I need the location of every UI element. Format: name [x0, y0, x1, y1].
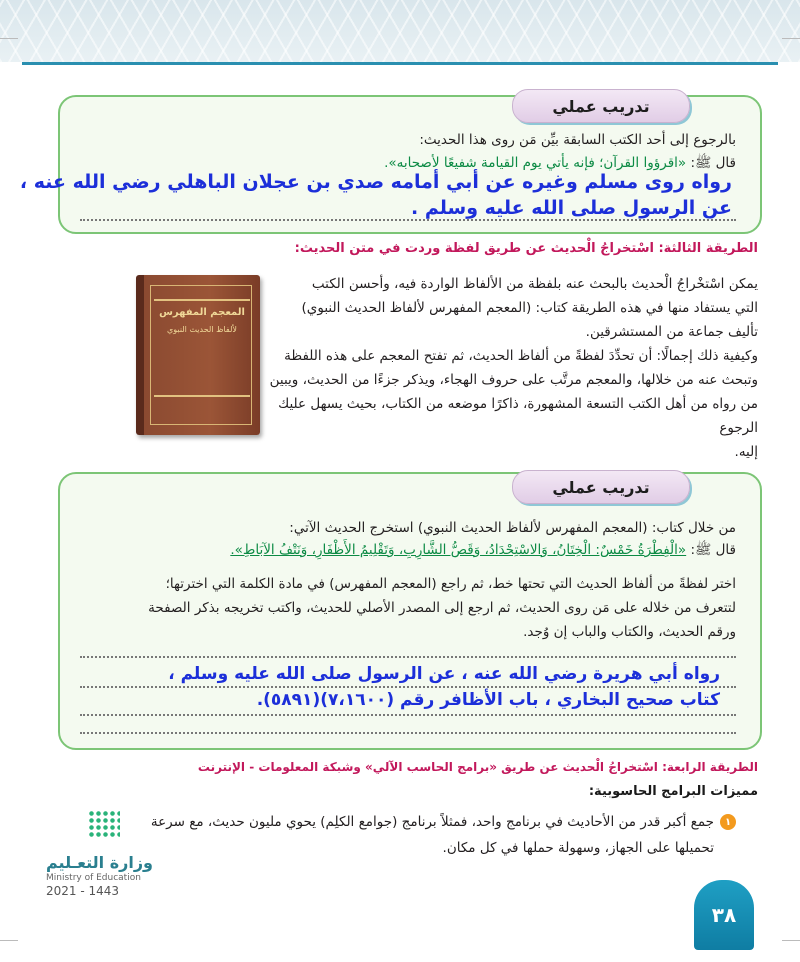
paragraph-line: وتبحث عنه من خلالها، والمعجم مرتَّب على حروف الهجاء، ويذكر جزءًا من الحديث، ويبين — [269, 372, 758, 388]
handwritten-answer-line-2: عن الرسول صلى الله عليه وسلم . — [411, 197, 732, 219]
handwritten-answer-line-2: كتاب صحيح البخاري ، باب الأظافر رقم (٧،١٦٠٠)(٥٨٩١). — [256, 690, 720, 710]
handwritten-answer-line-1: رواه أبي هريرة رضي الله عنه ، عن الرسول صلى الله عليه وسلم ، — [168, 664, 720, 684]
hadith-quote: «الْفِطْرَةُ خَمْسٌ: الْخِتَانُ، وَالاسْتِحْدَادُ، وَقَصُّ الشَّارِبِ، وَتَقْلِيمُ الأَظْفَارِ، وَنَتْفُ الآبَاطِ». — [230, 542, 687, 558]
method-4-subtitle: مميزات البرامج الحاسوبية: — [588, 784, 758, 799]
exercise-title: تدريب عملي — [512, 470, 690, 504]
ministry-name-english: Ministry of Education — [46, 873, 141, 883]
page-number: ٣٨ — [694, 880, 754, 950]
hadith-quote: «اقرؤوا القرآن؛ فإنه يأتي يوم القيامة شفيعًا لأصحابه». — [384, 155, 687, 171]
paragraph-line: وكيفية ذلك إجمالًا: أن تحدِّدَ لفظةً من ألفاظ الحديث، ثم تفتح المعجم على هذه اللفظة — [284, 348, 758, 364]
crop-mark — [0, 940, 18, 941]
feature-item-line: جمع أكبر قدر من الأحاديث في برنامج واحد، فمثلاً برنامج (جوامع الكلِم) يحوي مليون حديث، مع سرعة — [150, 814, 714, 830]
exercise-text: لتتعرف من خلاله على مَن روى الحديث، ثم ارجع إلى المصدر الأصلي للحديث، واكتب تخريجه بذكر الصفحة — [148, 600, 736, 616]
hadith-prefix: قال ﷺ: — [686, 155, 736, 171]
answer-dotted-line — [80, 714, 736, 716]
answer-dotted-line — [80, 732, 736, 734]
exercise-box-2 — [58, 472, 762, 750]
answer-dotted-line — [80, 686, 736, 688]
exercise-title: تدريب عملي — [512, 89, 690, 123]
answer-dotted-line — [80, 219, 736, 221]
book-ornament — [154, 299, 250, 301]
paragraph-line: التي يستفاد منها في هذه الطريقة كتاب: (المعجم المفهرس لألفاظ الحديث النبوي) — [301, 300, 758, 316]
method-3-paragraph-2 — [258, 344, 758, 464]
paragraph-line: إليه. — [734, 444, 758, 460]
exercise-text: اختر لفظةً من ألفاظ الحديث التي تحتها خط، ثم راجع (المعجم المفهرس) في مادة الكلمة التي اخترتها؛ — [165, 576, 736, 592]
exercise-instruction: بالرجوع إلى أحد الكتب السابقة بيِّن مَن روى هذا الحديث: — [419, 132, 736, 148]
hadith-prefix: قال ﷺ: — [686, 542, 736, 558]
method-3-paragraph-1 — [258, 272, 758, 344]
exercise-text: ورقم الحديث، والكتاب والباب إن وُجد. — [523, 624, 736, 640]
handwritten-answer-line-1: رواه روى مسلم وغيره عن أبي أمامه صدي بن عجلان الباهلي رضي الله عنه ، — [19, 171, 732, 193]
ministry-logo-icon — [88, 810, 120, 838]
method-3-title: الطريقة الثالثة: اسْتخراجُ الْحديث عن طريق لفظة وردت في متن الحديث: — [294, 241, 758, 256]
crop-mark — [782, 940, 800, 941]
book-title-line-1: المعجم المفهرس — [159, 307, 245, 318]
hadith-line — [76, 540, 736, 560]
ornamental-header-band — [0, 0, 800, 62]
method-4-title: الطريقة الرابعة: اسْتخراجُ الْحديث عن طريق «برامج الحاسب الآلي» وشبكة المعلومات - الإنترنت — [197, 760, 758, 774]
paragraph-line: من رواه من أهل الكتب التسعة المشهورة، ذاكرًا موضعه من الكتاب، بحيث يسهل عليك الرجوع — [278, 396, 758, 436]
edition-year: 2021 - 1443 — [46, 884, 120, 898]
ministry-name-arabic: وزارة التعـليم — [46, 853, 153, 872]
book-frame — [150, 285, 252, 425]
book-title-line-2: لألفاظ الحديث النبوي — [167, 325, 237, 334]
header-rule — [22, 62, 778, 65]
exercise-box-1 — [19, 95, 762, 234]
answer-dotted-line — [80, 656, 736, 658]
hadith-line — [86, 153, 736, 173]
bullet-number: ١ — [720, 814, 736, 830]
crop-mark — [0, 38, 18, 39]
paragraph-line: يمكن اسْتخْراجُ الْحديث بالبحث عنه بلفظة من الألفاظ الواردة فيه، وأحسن الكتب — [311, 276, 758, 292]
book-ornament — [154, 395, 250, 397]
feature-item-line: تحميلها على الجهاز، وسهولة حملها في كل مكان. — [442, 840, 714, 856]
paragraph-line: تأليف جماعة من المستشرقين. — [585, 324, 758, 340]
crop-mark — [782, 38, 800, 39]
book-cover-image — [136, 275, 260, 435]
exercise-instruction: من خلال كتاب: (المعجم المفهرس لألفاظ الحديث النبوي) استخرج الحديث الآتي: — [289, 520, 736, 536]
